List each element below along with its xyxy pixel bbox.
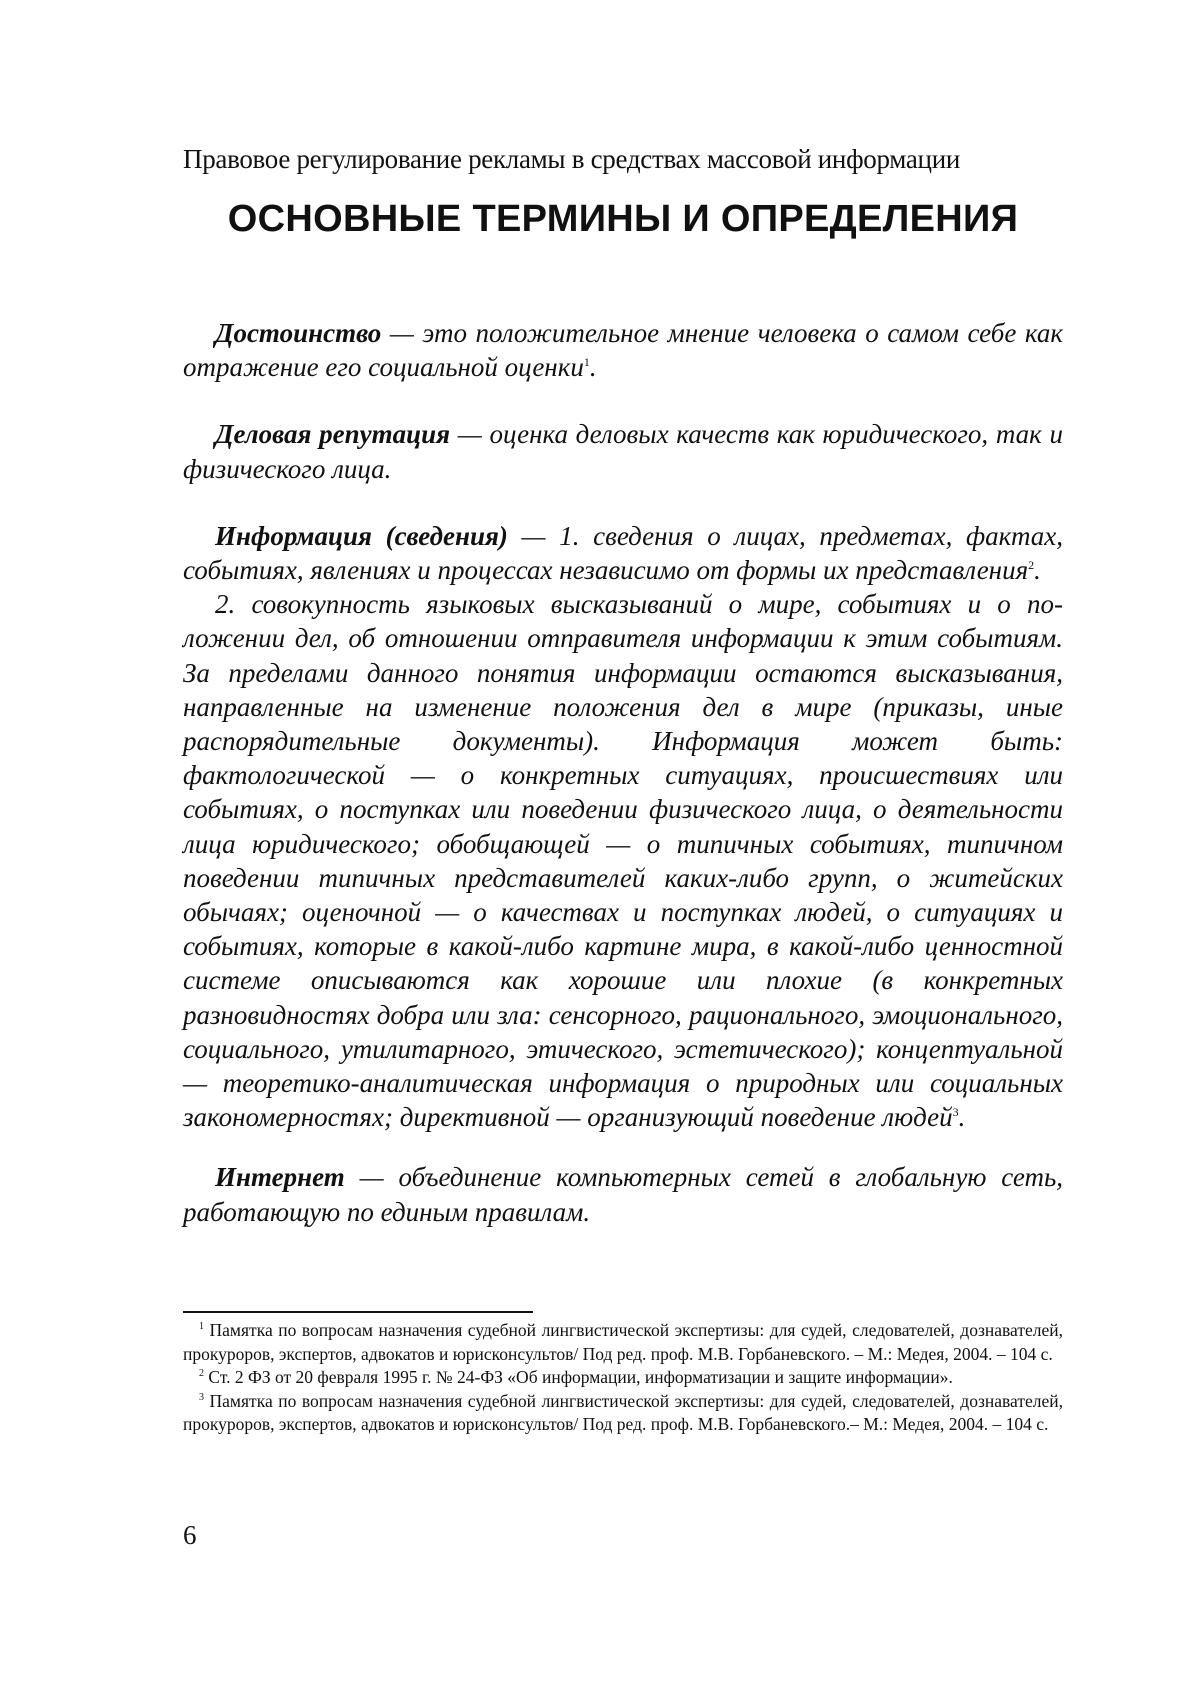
term-label: Информация (сведения) (215, 520, 508, 551)
definition-text: — это положительное мнение человека о самом себе как отражение его социальной оценки (183, 318, 1063, 383)
definitions-body (183, 316, 1063, 1229)
footnote-item (183, 1366, 1063, 1390)
footnote-text: Памятка по вопросам назначения судебной лингвистической экспертизы: для судей, следователей, дознавателей, прокуроров, экспертов, адвокатов и юрисконсультов/ Под ред. проф. М.В. Горбаневского.– М.: Медея, 2004. – 104 с. (183, 1390, 1063, 1435)
definition-informatsiya (183, 519, 1063, 587)
footnote-item (183, 1390, 1063, 1437)
definition-text: 2. совокупность языковых высказываний о мире, событиях и о положении дел, об отношении отправителя информации к этим событиям. За пределами данного понятия информации остаются высказывания, направленные на изменение положения дел в мире (приказы, иные распорядительные документы). Информация может быть: фактологической — о конкретных ситуациях, происшествиях или событиях, о поступках или поведении физического лица, о деятельности лица юридического; обобщающей — о типичных событиях, типичном поведении типичных представителей каких-либо групп, о житейских обычаях; оценочной — о качествах и поступках людей, о ситуациях и событиях, которые в какой-либо картине мира, в какой-либо ценностной системе описываются как хорошие или плохие (в конкретных разновидностях добра или зла: сенсорного, рационального, эмоционального, социального, утилитарного, этического, эстетического); концептуальной — теоретико-аналитическая информация о природных или социальных закономерностях; директивной — организующий поведение людей (183, 589, 1063, 1133)
footnote-ref[interactable]: 3 (952, 1105, 959, 1120)
footnote-divider (183, 1311, 533, 1313)
definition-tail: . (1034, 555, 1041, 586)
definition-text: — оценка деловых качеств как юридического, так и физического лица. (183, 419, 1063, 484)
footnote-ref[interactable]: 1 (583, 355, 590, 370)
footnotes (183, 1319, 1063, 1437)
term-label: Интернет (215, 1162, 345, 1193)
definition-delovaya-reputatsiya (183, 417, 1063, 485)
running-head: Правовое регулирование рекламы в средствах массовой информации (183, 144, 961, 174)
definition-informatsiya-2 (183, 587, 1063, 1134)
footnote-number: 2 (199, 1368, 204, 1380)
footnote-item (183, 1319, 1063, 1366)
definition-text: — объединение компьютерных сетей в глобальную сеть, работающую по единым правилам. (183, 1162, 1063, 1227)
definition-tail: . (958, 1102, 966, 1133)
term-label: Достоинство (215, 318, 382, 348)
footnote-number: 3 (199, 1391, 204, 1403)
footnote-ref[interactable]: 2 (1028, 558, 1035, 573)
footnote-number: 1 (199, 1321, 204, 1333)
page-number: 6 (183, 1520, 197, 1550)
page-title: ОСНОВНЫЕ ТЕРМИНЫ И ОПРЕДЕЛЕНИЯ (227, 198, 1019, 240)
definition-text: — 1. сведения о лицах, предметах, фактах, событиях, явлениях и процессах независимо от формы их представления (183, 520, 1064, 586)
footnote-text: Памятка по вопросам назначения судебной лингвистической экспертизы: для судей, следователей, дознавателей, прокуроров, экспертов, адвокатов и юрисконсультов/ Под ред. проф. М.В. Горбаневского. – М.: Медея, 2004. – 104 с. (183, 1320, 1063, 1364)
definition-internet (183, 1160, 1063, 1228)
footnote-text: Ст. 2 ФЗ от 20 февраля 1995 г. № 24-ФЗ «Об информации, информатизации и защите информации». (208, 1367, 953, 1388)
definition-dostoinstvo (183, 316, 1063, 384)
term-label: Деловая репутация (215, 419, 451, 450)
definition-tail: . (589, 352, 597, 383)
